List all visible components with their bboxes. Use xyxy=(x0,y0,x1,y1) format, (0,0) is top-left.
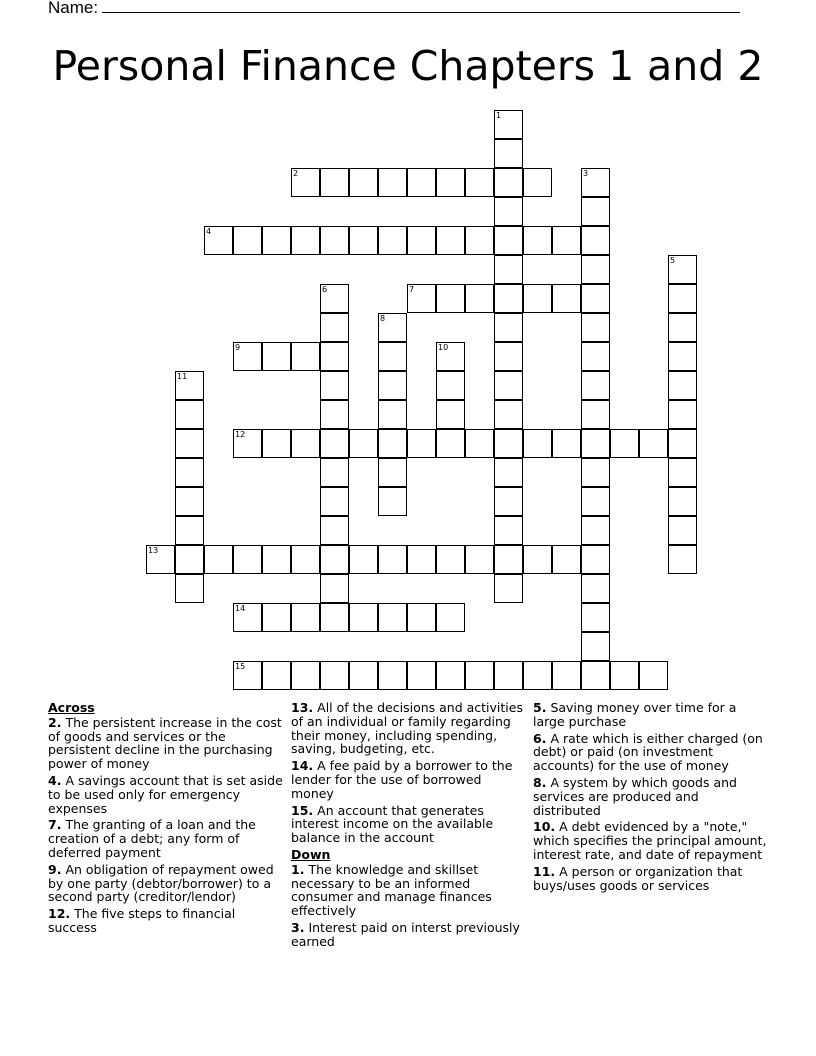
crossword-cell[interactable] xyxy=(668,545,697,574)
crossword-cell[interactable] xyxy=(581,371,610,400)
crossword-cell[interactable] xyxy=(581,603,610,632)
crossword-cell[interactable] xyxy=(262,661,291,690)
crossword-cell[interactable] xyxy=(581,458,610,487)
crossword-cell[interactable] xyxy=(668,255,697,284)
crossword-cell[interactable] xyxy=(581,545,610,574)
crossword-cell[interactable] xyxy=(262,429,291,458)
crossword-cell[interactable] xyxy=(262,226,291,255)
crossword-cell[interactable] xyxy=(436,603,465,632)
clues-column-1 xyxy=(48,701,284,938)
crossword-cell[interactable] xyxy=(494,487,523,516)
crossword-cell[interactable] xyxy=(233,545,262,574)
crossword-cell[interactable] xyxy=(349,168,378,197)
crossword-cell[interactable] xyxy=(320,400,349,429)
page-title: Personal Finance Chapters 1 and 2 xyxy=(52,42,764,90)
crossword-cell[interactable] xyxy=(494,661,523,690)
cell-number: 6 xyxy=(322,285,328,294)
crossword-cell[interactable] xyxy=(523,545,552,574)
crossword-cell[interactable] xyxy=(494,284,523,313)
crossword-cell[interactable] xyxy=(320,661,349,690)
crossword-cell[interactable] xyxy=(436,661,465,690)
crossword-cell[interactable] xyxy=(494,574,523,603)
crossword-cell[interactable] xyxy=(668,429,697,458)
cell-number: 12 xyxy=(235,430,246,439)
cell-number: 8 xyxy=(380,314,386,323)
crossword-cell[interactable] xyxy=(320,545,349,574)
crossword-cell[interactable] xyxy=(320,516,349,545)
cell-number: 5 xyxy=(670,256,676,265)
crossword-cell[interactable] xyxy=(407,429,436,458)
crossword-cell[interactable] xyxy=(262,342,291,371)
crossword-cell[interactable] xyxy=(581,429,610,458)
clue-across-9: 9. An obligation of repayment owed by one party (debtor/borrower) to a second party (creditor/lendor) xyxy=(48,861,274,905)
crossword-cell[interactable] xyxy=(233,603,262,632)
clues-column-3 xyxy=(533,701,769,895)
crossword-cell[interactable] xyxy=(378,458,407,487)
crossword-cell[interactable] xyxy=(465,429,494,458)
crossword-cell[interactable] xyxy=(291,661,320,690)
clue-down-6: 6. A rate which is either charged (on debt) or paid (on investment accounts) for the use of money xyxy=(533,730,763,774)
crossword-cell[interactable] xyxy=(378,371,407,400)
crossword-cell[interactable] xyxy=(465,168,494,197)
cell-number: 2 xyxy=(293,169,299,178)
crossword-cell[interactable] xyxy=(378,226,407,255)
crossword-cell[interactable] xyxy=(407,284,436,313)
crossword-cell[interactable] xyxy=(320,371,349,400)
crossword-cell[interactable] xyxy=(349,603,378,632)
crossword-cell[interactable] xyxy=(581,487,610,516)
crossword-cell[interactable] xyxy=(494,313,523,342)
crossword-cell[interactable] xyxy=(407,226,436,255)
crossword-cell[interactable] xyxy=(581,226,610,255)
crossword-cell[interactable] xyxy=(320,313,349,342)
cell-number: 3 xyxy=(583,169,589,178)
crossword-cell[interactable] xyxy=(494,110,523,139)
crossword-cell[interactable] xyxy=(291,342,320,371)
crossword-cell[interactable] xyxy=(407,603,436,632)
crossword-cell[interactable] xyxy=(494,139,523,168)
crossword-cell[interactable] xyxy=(668,284,697,313)
crossword-cell[interactable] xyxy=(668,371,697,400)
crossword-cell[interactable] xyxy=(523,429,552,458)
crossword-cell[interactable] xyxy=(175,487,204,516)
crossword-cell[interactable] xyxy=(436,342,465,371)
crossword-cell[interactable] xyxy=(436,168,465,197)
crossword-cell[interactable] xyxy=(581,168,610,197)
crossword-cell[interactable] xyxy=(407,168,436,197)
crossword-cell[interactable] xyxy=(378,313,407,342)
crossword-cell[interactable] xyxy=(494,371,523,400)
crossword-cell[interactable] xyxy=(436,371,465,400)
clue-across-15: 15. An account that generates interest income on the available balance in the account xyxy=(291,802,494,846)
crossword-cell[interactable] xyxy=(552,284,581,313)
crossword-cell[interactable] xyxy=(291,545,320,574)
crossword-cell[interactable] xyxy=(494,400,523,429)
clue-down-8: 8. A system by which goods and services are produced and distributed xyxy=(533,774,737,818)
crossword-cell[interactable] xyxy=(581,342,610,371)
cell-number: 15 xyxy=(235,662,246,671)
name-label: Name: xyxy=(48,0,99,17)
cell-number: 10 xyxy=(438,343,449,352)
crossword-cell[interactable] xyxy=(233,661,262,690)
crossword-cell[interactable] xyxy=(581,255,610,284)
crossword-cell[interactable] xyxy=(581,313,610,342)
crossword-cell[interactable] xyxy=(494,197,523,226)
crossword-cell[interactable] xyxy=(262,603,291,632)
crossword-cell[interactable] xyxy=(349,429,378,458)
clue-across-12: 12. The five steps to financial success xyxy=(48,906,236,935)
crossword-cell[interactable] xyxy=(494,342,523,371)
clues-column-2 xyxy=(291,701,527,952)
crossword-cell[interactable] xyxy=(610,429,639,458)
crossword-cell[interactable] xyxy=(204,545,233,574)
crossword-cell[interactable] xyxy=(436,545,465,574)
crossword-cell[interactable] xyxy=(291,603,320,632)
crossword-cell[interactable] xyxy=(320,226,349,255)
crossword-cell[interactable] xyxy=(349,226,378,255)
crossword-cell[interactable] xyxy=(378,400,407,429)
crossword-cell[interactable] xyxy=(291,168,320,197)
cell-number: 13 xyxy=(148,546,159,555)
crossword-cell[interactable] xyxy=(175,429,204,458)
crossword-cell[interactable] xyxy=(581,516,610,545)
crossword-cell[interactable] xyxy=(552,661,581,690)
crossword-cell[interactable] xyxy=(668,458,697,487)
crossword-cell[interactable] xyxy=(407,661,436,690)
crossword-cell[interactable] xyxy=(494,458,523,487)
crossword-cell[interactable] xyxy=(378,342,407,371)
cell-number: 1 xyxy=(496,111,502,120)
cell-number: 9 xyxy=(235,343,241,352)
crossword-cell[interactable] xyxy=(494,429,523,458)
crossword-cell[interactable] xyxy=(204,226,233,255)
crossword-cell[interactable] xyxy=(233,226,262,255)
crossword-cell[interactable] xyxy=(494,168,523,197)
crossword-cell[interactable] xyxy=(494,226,523,255)
crossword-cell[interactable] xyxy=(668,342,697,371)
clue-across-2: 2. The persistent increase in the cost of goods and services or the persistent decline in the purchasing power of money xyxy=(48,714,282,772)
crossword-cell[interactable] xyxy=(378,487,407,516)
crossword-cell[interactable] xyxy=(378,429,407,458)
crossword-cell[interactable] xyxy=(175,458,204,487)
crossword-cell[interactable] xyxy=(581,661,610,690)
down-heading: Down xyxy=(291,846,331,862)
crossword-cell[interactable] xyxy=(639,661,668,690)
crossword-cell[interactable] xyxy=(233,342,262,371)
across-heading: Across xyxy=(48,700,95,715)
clue-down-1: 1. The knowledge and skillset necessary to be an informed consumer and manage finances effectively xyxy=(291,861,492,919)
crossword-cell[interactable] xyxy=(552,429,581,458)
crossword-cell[interactable] xyxy=(320,574,349,603)
crossword-cell[interactable] xyxy=(552,226,581,255)
crossword-cell[interactable] xyxy=(175,371,204,400)
crossword-cell[interactable] xyxy=(465,226,494,255)
clue-across-7: 7. The granting of a loan and the creation of a debt; any form of deferred payment xyxy=(48,817,256,860)
crossword-cell[interactable] xyxy=(523,226,552,255)
crossword-cell[interactable] xyxy=(378,603,407,632)
crossword-cell[interactable] xyxy=(523,284,552,313)
crossword-cell[interactable] xyxy=(436,284,465,313)
crossword-cell[interactable] xyxy=(320,603,349,632)
crossword-cell[interactable] xyxy=(436,429,465,458)
crossword-cell[interactable] xyxy=(465,545,494,574)
crossword-cell[interactable] xyxy=(291,226,320,255)
crossword-cell[interactable] xyxy=(523,168,552,197)
crossword-cell[interactable] xyxy=(175,400,204,429)
cell-number: 7 xyxy=(409,285,415,294)
crossword-cell[interactable] xyxy=(581,197,610,226)
clue-across-14: 14. A fee paid by a borrower to the lender for the use of borrowed money xyxy=(291,758,513,801)
crossword-cell[interactable] xyxy=(320,342,349,371)
cell-number: 4 xyxy=(206,227,212,236)
crossword-cell[interactable] xyxy=(320,168,349,197)
crossword-cell[interactable] xyxy=(581,632,610,661)
crossword-cell[interactable] xyxy=(233,429,262,458)
crossword-cell[interactable] xyxy=(552,545,581,574)
clue-across-13: 13. All of the decisions and activities of an individual or family regarding their money, including spending, saving, budgeting, etc. xyxy=(291,700,523,757)
crossword-cell[interactable] xyxy=(146,545,175,574)
crossword-cell[interactable] xyxy=(291,429,320,458)
crossword-cell[interactable] xyxy=(175,516,204,545)
crossword-cell[interactable] xyxy=(581,284,610,313)
crossword-cell[interactable] xyxy=(349,661,378,690)
crossword-cell[interactable] xyxy=(175,574,204,603)
crossword-cell[interactable] xyxy=(465,284,494,313)
crossword-cell[interactable] xyxy=(349,545,378,574)
crossword-cell[interactable] xyxy=(610,661,639,690)
crossword-cell[interactable] xyxy=(175,545,204,574)
crossword-cell[interactable] xyxy=(668,313,697,342)
crossword-cell[interactable] xyxy=(581,574,610,603)
clue-across-4: 4. A savings account that is set aside to be used only for emergency expenses xyxy=(48,772,283,816)
cell-number: 11 xyxy=(177,372,188,381)
crossword-cell[interactable] xyxy=(494,545,523,574)
crossword-cell[interactable] xyxy=(436,400,465,429)
crossword-cell[interactable] xyxy=(378,661,407,690)
crossword-cell[interactable] xyxy=(639,429,668,458)
cell-number: 14 xyxy=(235,604,246,613)
crossword-cell[interactable] xyxy=(668,400,697,429)
crossword-cell[interactable] xyxy=(494,255,523,284)
crossword-cell[interactable] xyxy=(320,284,349,313)
crossword-cell[interactable] xyxy=(407,545,436,574)
clue-down-10: 10. A debt evidenced by a "note," which specifies the principal amount, interest rate, and date of repayment xyxy=(533,819,767,862)
crossword-cell[interactable] xyxy=(320,487,349,516)
crossword-cell[interactable] xyxy=(436,226,465,255)
crossword-cell[interactable] xyxy=(378,168,407,197)
crossword-cell[interactable] xyxy=(523,661,552,690)
crossword-cell[interactable] xyxy=(262,545,291,574)
crossword-cell[interactable] xyxy=(465,661,494,690)
crossword-cell[interactable] xyxy=(320,458,349,487)
crossword-cell[interactable] xyxy=(668,487,697,516)
crossword-cell[interactable] xyxy=(494,516,523,545)
clue-down-3: 3. Interest paid on interst previously earned xyxy=(291,919,520,949)
clue-down-11: 11. A person or organization that buys/uses goods or services xyxy=(533,863,743,893)
crossword-cell[interactable] xyxy=(378,545,407,574)
clue-down-5: 5. Saving money over time for a large purchase xyxy=(533,700,737,729)
crossword-cell[interactable] xyxy=(668,516,697,545)
crossword-cell[interactable] xyxy=(320,429,349,458)
crossword-cell[interactable] xyxy=(581,400,610,429)
